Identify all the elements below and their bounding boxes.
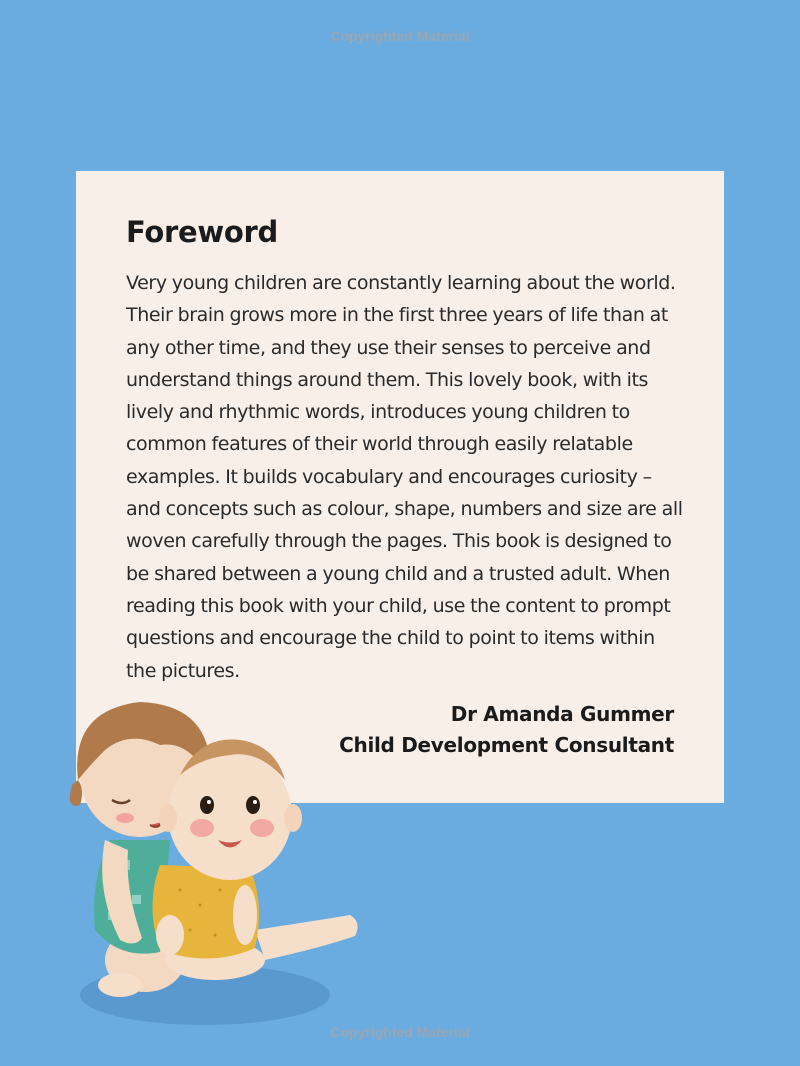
two-children-hugging-illustration: [50, 690, 380, 1030]
foreword-title: Foreword: [126, 215, 278, 249]
foreword-body: Very young children are constantly learning about the world. Their brain grows more in the first three years of life than at any other time, and they use their senses to perceive and understand things around them. This lovely book, with its lively and rhythmic words, introduces young children to common features of their world through easily relatable examples. It builds vocabulary and encourages curiosity – and concepts such as colour, shape, numbers and size are all woven carefully through the pages. This book is designed to be shared between a young child and a trusted adult. When reading this book with your child, use the content to prompt questions and encourage the child to point to items within the pictures.: [126, 272, 683, 682]
watermark-bottom: Copyrighted Material: [330, 1024, 470, 1040]
signature: [339, 699, 674, 761]
watermark-top: Copyrighted Material: [330, 28, 470, 44]
author-role: Child Development Consultant: [339, 733, 674, 757]
author-name: Dr Amanda Gummer: [450, 702, 674, 726]
